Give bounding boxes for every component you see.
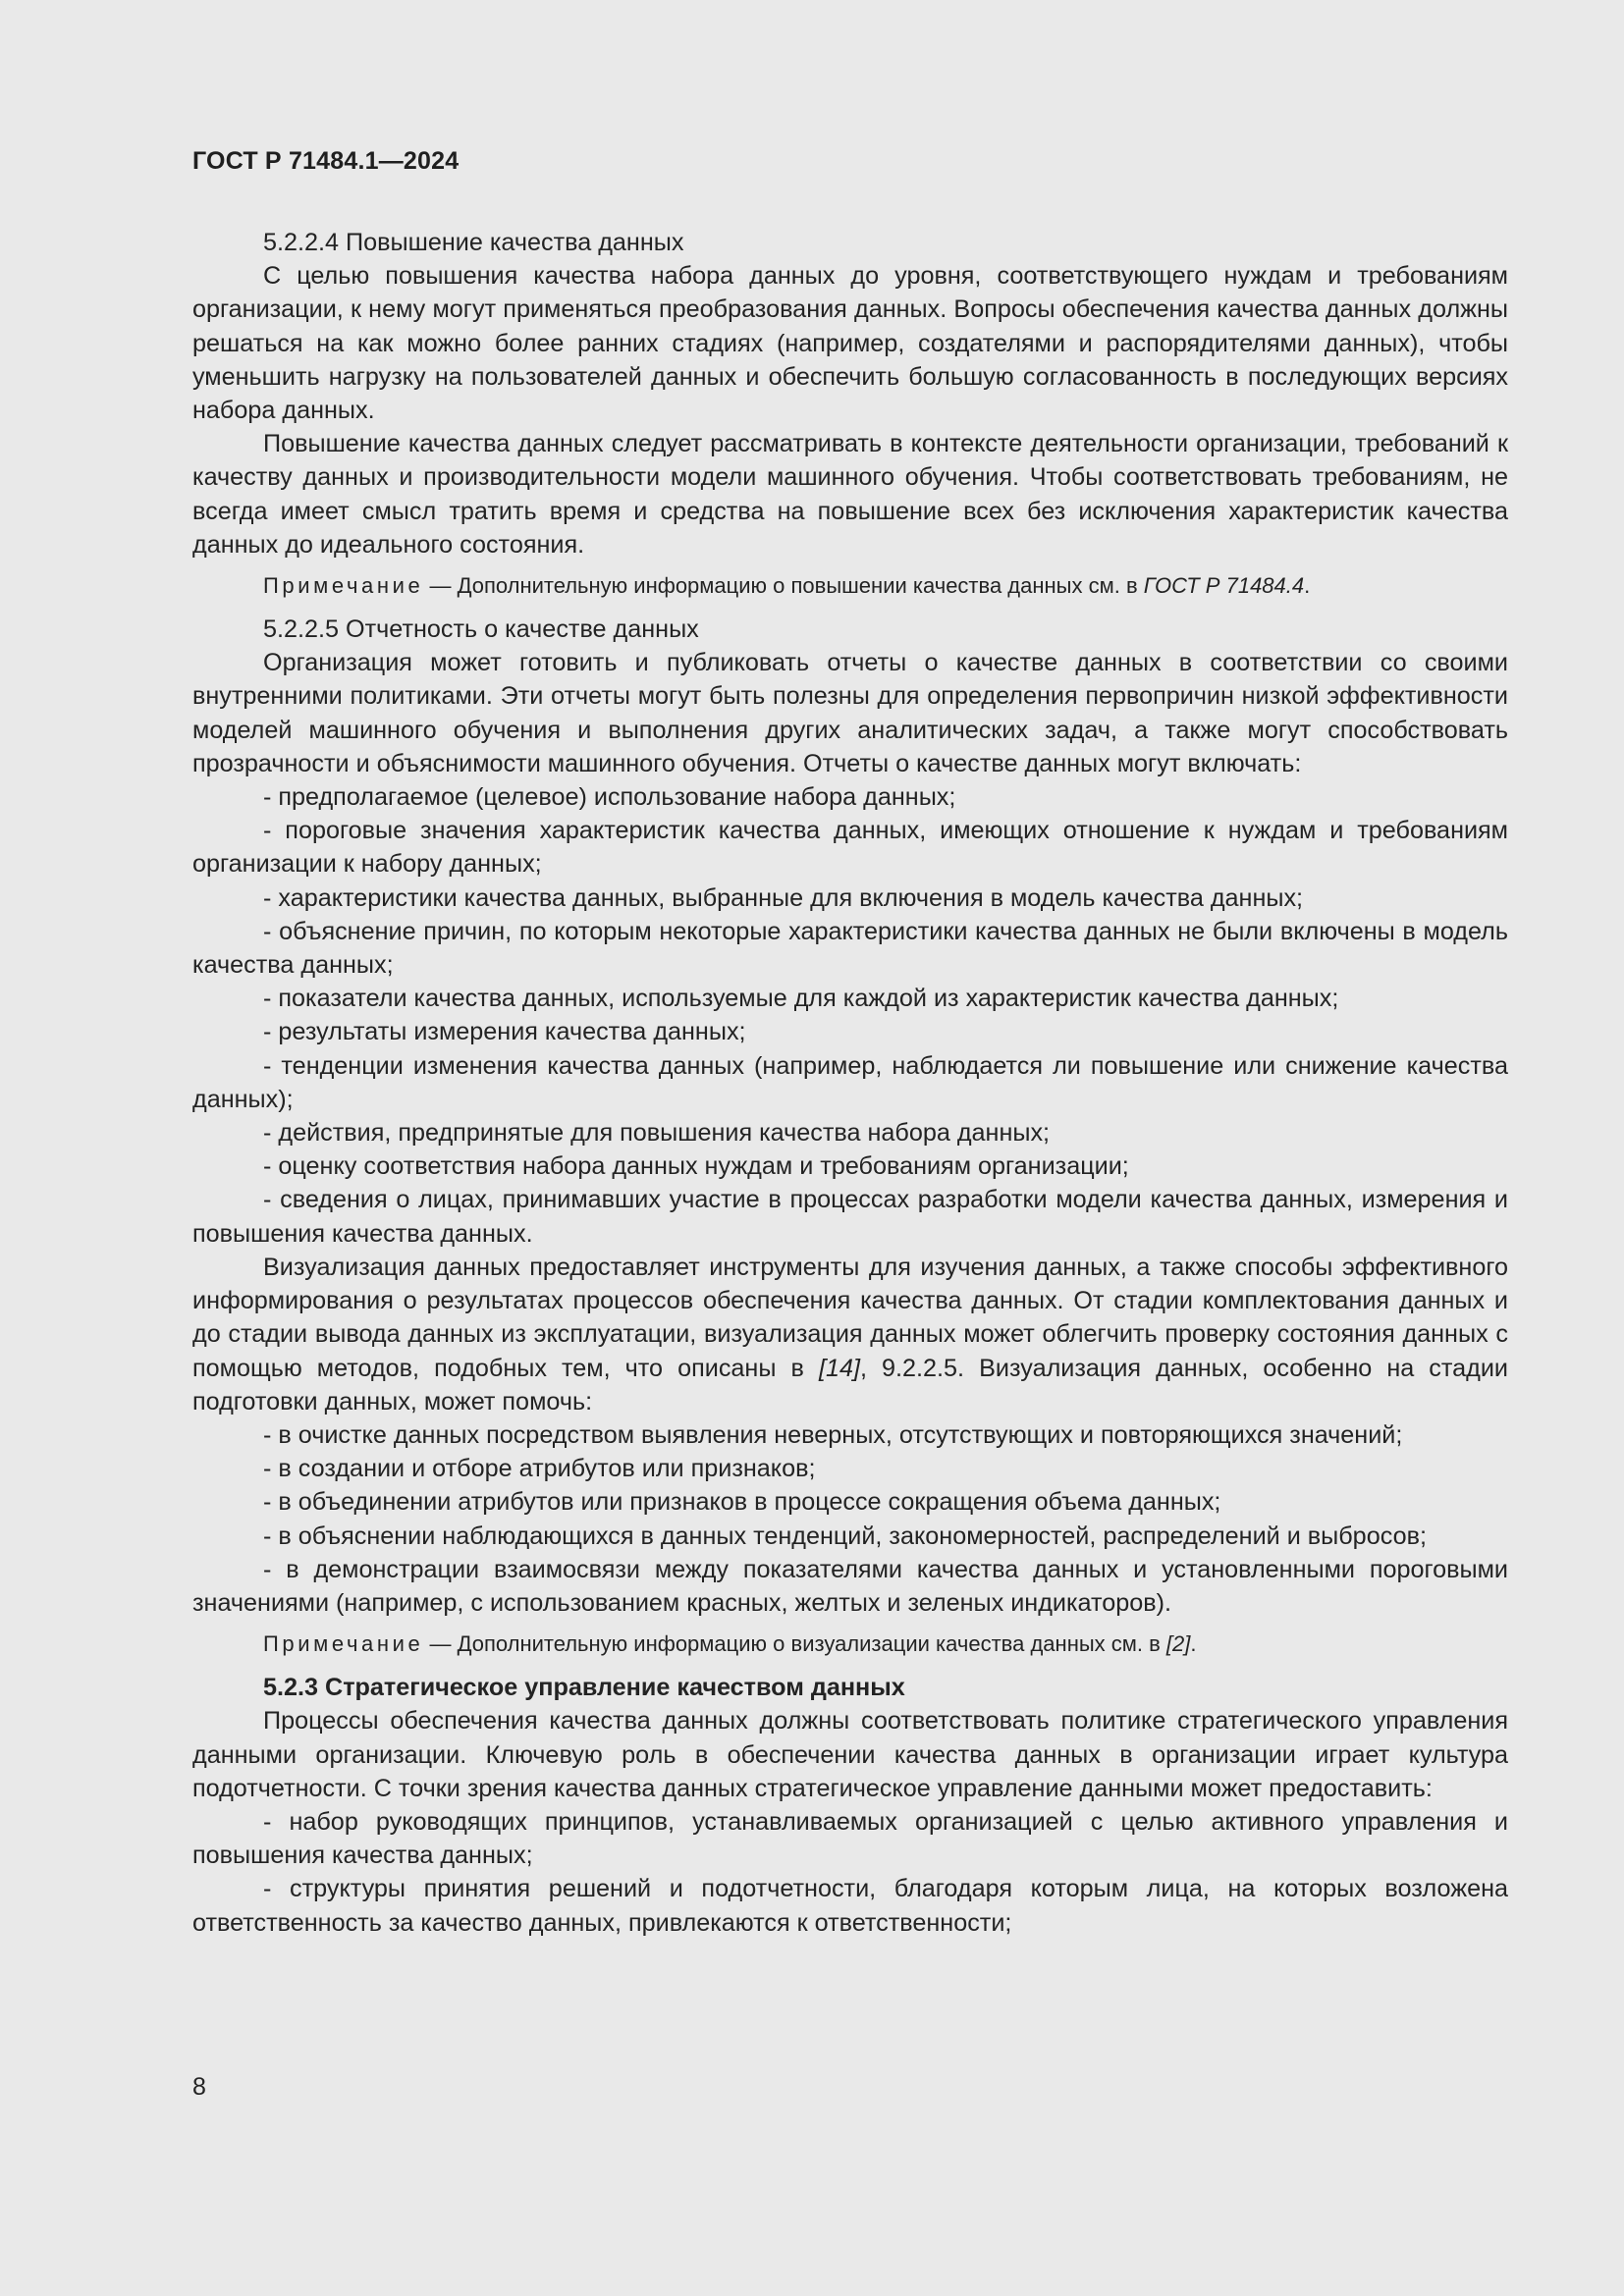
paragraph: Повышение качества данных следует рассматривать в контексте деятельности организации, требований к качеству данных и производительности модели машинного обучения. Чтобы соответствовать требованиям, не всегда имеет смысл тратить время и средства на повышение всех без исключения характеристик качества данных до идеального состояния.	[192, 430, 1508, 559]
note-label: Примечание	[263, 1631, 424, 1657]
list-item: - набор руководящих принципов, устанавливаемых организацией с целью активного управления и повышения качества данных;	[192, 1807, 1508, 1870]
reference: [14]	[818, 1354, 860, 1382]
note: Примечание — Дополнительную информацию о визуализации качества данных см. в [2].	[263, 1631, 1197, 1657]
section-heading-5-2-3: 5.2.3 Стратегическое управление качеством данных	[263, 1674, 905, 1702]
list-item: - характеристики качества данных, выбранные для включения в модель качества данных;	[263, 883, 1304, 912]
note-reference: ГОСТ Р 71484.4	[1143, 573, 1305, 599]
page-number: 8	[192, 2073, 206, 2101]
list-item: - результаты измерения качества данных;	[263, 1018, 746, 1046]
list-item: - в создании и отборе атрибутов или признаков;	[263, 1455, 816, 1483]
list-item: - действия, предпринятые для повышения качества набора данных;	[263, 1119, 1051, 1148]
note-text: — Дополнительную информацию о повышении качества данных см. в	[423, 573, 1144, 599]
document-body	[192, 226, 1508, 1940]
paragraph: Процессы обеспечения качества данных должны соответствовать политике стратегического управления данными организации. Ключевую роль в обеспечении качества данных в организации играет культура подотчетности. С точки зрения качества данных стратегическое управление данными может предоставить:	[192, 1707, 1508, 1802]
section-heading-5-2-2-4: 5.2.2.4 Повышение качества данных	[263, 229, 684, 256]
document-header: ГОСТ Р 71484.1—2024	[192, 147, 460, 175]
list-item: - в объяснении наблюдающихся в данных тенденций, закономерностей, распределений и выбросов;	[263, 1522, 1427, 1550]
note-reference: [2]	[1165, 1631, 1191, 1657]
note-text: — Дополнительную информацию о визуализации качества данных см. в	[423, 1631, 1166, 1657]
paragraph: С целью повышения качества набора данных до уровня, соответствующего нуждам и требованиям организации, к нему могут применяться преобразования данных. Вопросы обеспечения качества данных должны решаться на как можно более ранних стадиях (например, создателями и распорядителями данных), чтобы уменьшить нагрузку на пользователей данных и обеспечить большую согласованность в последующих версиях набора данных.	[192, 262, 1508, 425]
list-item: - сведения о лицах, принимавших участие в процессах разработки модели качества данных, измерения и повышения качества данных.	[192, 1186, 1508, 1248]
list-item: - в демонстрации взаимосвязи между показателями качества данных и установленными пороговыми значениями (например, с использованием красных, желтых и зеленых индикаторов).	[192, 1555, 1508, 1617]
list-item: - пороговые значения характеристик качества данных, имеющих отношение к нуждам и требованиям организации к набору данных;	[192, 817, 1508, 879]
note-label: Примечание	[263, 573, 424, 599]
list-item: - оценку соответствия набора данных нуждам и требованиям организации;	[263, 1152, 1129, 1181]
section-heading-5-2-2-5: 5.2.2.5 Отчетность о качестве данных	[263, 615, 699, 644]
paragraph: Визуализация данных предоставляет инструменты для изучения данных, а также способы эффективного информирования о результатах процессов обеспечения качества данных. От стадии комплектования данных и до стадии вывода данных из эксплуатации, визуализация данных может облегчить проверку состояния данных с помощью методов, подобных тем, что описаны в [14], 9.2.2.5. Визуализация данных, особенно на стадии подготовки данных, может помочь:	[192, 1253, 1508, 1415]
list-item: - объяснение причин, по которым некоторые характеристики качества данных не были включены в модель качества данных;	[192, 917, 1508, 980]
list-item: - в очистке данных посредством выявления неверных, отсутствующих и повторяющихся значений;	[263, 1420, 1403, 1449]
note: Примечание — Дополнительную информацию о повышении качества данных см. в ГОСТ Р 71484.4.	[263, 573, 1311, 599]
list-item: - показатели качества данных, используемые для каждой из характеристик качества данных;	[263, 985, 1339, 1013]
list-item: - структуры принятия решений и подотчетности, благодаря которым лица, на которых возложена ответственность за качество данных, привлекаются к ответственности;	[192, 1875, 1508, 1937]
list-item: - предполагаемое (целевое) использование набора данных;	[263, 783, 956, 812]
list-item: - тенденции изменения качества данных (например, наблюдается ли повышение или снижение качества данных);	[192, 1051, 1508, 1113]
list-item: - в объединении атрибутов или признаков в процессе сокращения объема данных;	[263, 1488, 1221, 1517]
paragraph: Организация может готовить и публиковать отчеты о качестве данных в соответствии со своими внутренними политиками. Эти отчеты могут быть полезны для определения первопричин низкой эффективности моделей машинного обучения и выполнения других аналитических задач, а также могут способствовать прозрачности и объяснимости машинного обучения. Отчеты о качестве данных могут включать:	[192, 649, 1508, 777]
